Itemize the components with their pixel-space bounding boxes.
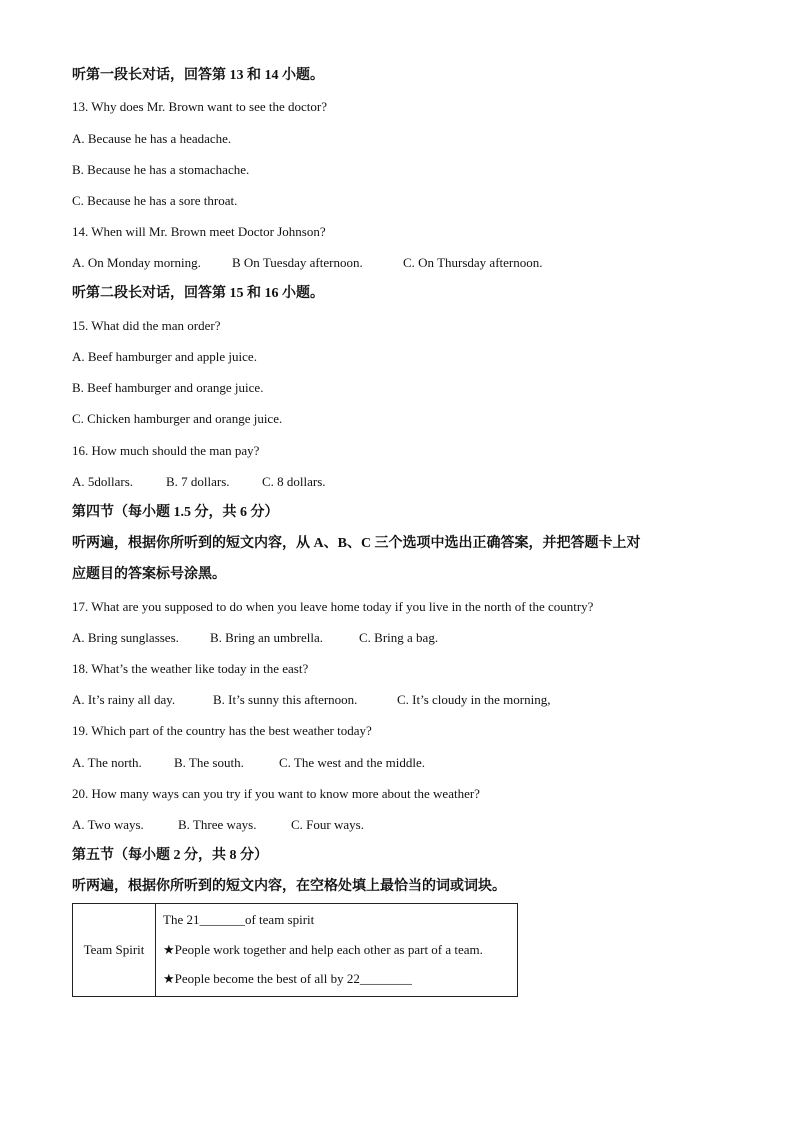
section-heading-part-4: 第四节（每小题 1.5 分，共 6 分） bbox=[72, 505, 279, 520]
option-18-b: B. It’s sunny this afternoon. bbox=[213, 692, 358, 707]
team-spirit-label-cell bbox=[73, 904, 156, 997]
option-19-a: A. The north. bbox=[72, 755, 142, 770]
option-13-b: B. Because he has a stomachache. bbox=[72, 162, 250, 177]
question-14: 14. When will Mr. Brown meet Doctor Johnson? bbox=[72, 224, 326, 239]
part-5-instructions: 听两遍，根据你所听到的短文内容，在空格处填上最恰当的词或词块。 bbox=[72, 879, 506, 894]
section-heading-long-dialogue-1: 听第一段长对话，回答第 13 和 14 小题。 bbox=[72, 68, 324, 83]
option-16-a: A. 5dollars. bbox=[72, 474, 134, 489]
option-18-c: C. It’s cloudy in the morning, bbox=[397, 692, 551, 707]
question-20: 20. How many ways can you try if you want to know more about the weather? bbox=[72, 786, 480, 801]
option-13-a: A. Because he has a headache. bbox=[72, 131, 232, 146]
option-18-a: A. It’s rainy all day. bbox=[72, 692, 176, 707]
option-15-c: C. Chicken hamburger and orange juice. bbox=[72, 411, 283, 426]
option-16-c: C. 8 dollars. bbox=[262, 474, 326, 489]
option-20-c: C. Four ways. bbox=[291, 817, 364, 832]
team-spirit-table bbox=[72, 903, 518, 997]
option-17-c: C. Bring a bag. bbox=[359, 630, 439, 645]
option-13-c: C. Because he has a sore throat. bbox=[72, 193, 238, 208]
option-14-a: A. On Monday morning. bbox=[72, 255, 201, 270]
option-16-b: B. 7 dollars. bbox=[166, 474, 230, 489]
option-15-a: A. Beef hamburger and apple juice. bbox=[72, 349, 257, 364]
option-17-b: B. Bring an umbrella. bbox=[210, 630, 324, 645]
question-19: 19. Which part of the country has the best weather today? bbox=[72, 723, 372, 738]
option-14-b: B On Tuesday afternoon. bbox=[232, 255, 363, 270]
section-heading-part-5: 第五节（每小题 2 分，共 8 分） bbox=[72, 848, 268, 863]
option-19-b: B. The south. bbox=[174, 755, 244, 770]
blank-22-line: ★People become the best of all by 22________ bbox=[163, 971, 412, 986]
blank-21-line: The 21_______of team spirit bbox=[163, 912, 315, 927]
team-spirit-content-cell bbox=[156, 904, 518, 997]
question-13: 13. Why does Mr. Brown want to see the doctor? bbox=[72, 99, 328, 114]
team-spirit-label: Team Spirit bbox=[83, 942, 145, 957]
option-20-b: B. Three ways. bbox=[178, 817, 257, 832]
option-19-c: C. The west and the middle. bbox=[279, 755, 425, 770]
options-19 bbox=[72, 755, 425, 771]
table-row bbox=[73, 904, 518, 997]
options-17 bbox=[72, 630, 438, 646]
option-14-c: C. On Thursday afternoon. bbox=[403, 255, 543, 270]
options-18 bbox=[72, 692, 550, 708]
section-heading-long-dialogue-2: 听第二段长对话，回答第 15 和 16 小题。 bbox=[72, 286, 324, 301]
options-14 bbox=[72, 255, 542, 271]
option-20-a: A. Two ways. bbox=[72, 817, 144, 832]
options-16 bbox=[72, 474, 326, 490]
question-18: 18. What’s the weather like today in the east? bbox=[72, 661, 309, 676]
part-4-instructions-line-2: 应题目的答案标号涂黑。 bbox=[72, 567, 226, 582]
bullet-teamwork-line: ★People work together and help each other as part of a team. bbox=[163, 942, 483, 957]
options-20 bbox=[72, 817, 364, 833]
question-17: 17. What are you supposed to do when you leave home today if you live in the north of the country? bbox=[72, 599, 594, 614]
option-17-a: A. Bring sunglasses. bbox=[72, 630, 179, 645]
question-15: 15. What did the man order? bbox=[72, 318, 221, 333]
option-15-b: B. Beef hamburger and orange juice. bbox=[72, 380, 264, 395]
question-16: 16. How much should the man pay? bbox=[72, 443, 260, 458]
part-4-instructions-line-1: 听两遍，根据你所听到的短文内容，从 A、B、C 三个选项中选出正确答案，并把答题卡上对 bbox=[72, 536, 641, 551]
